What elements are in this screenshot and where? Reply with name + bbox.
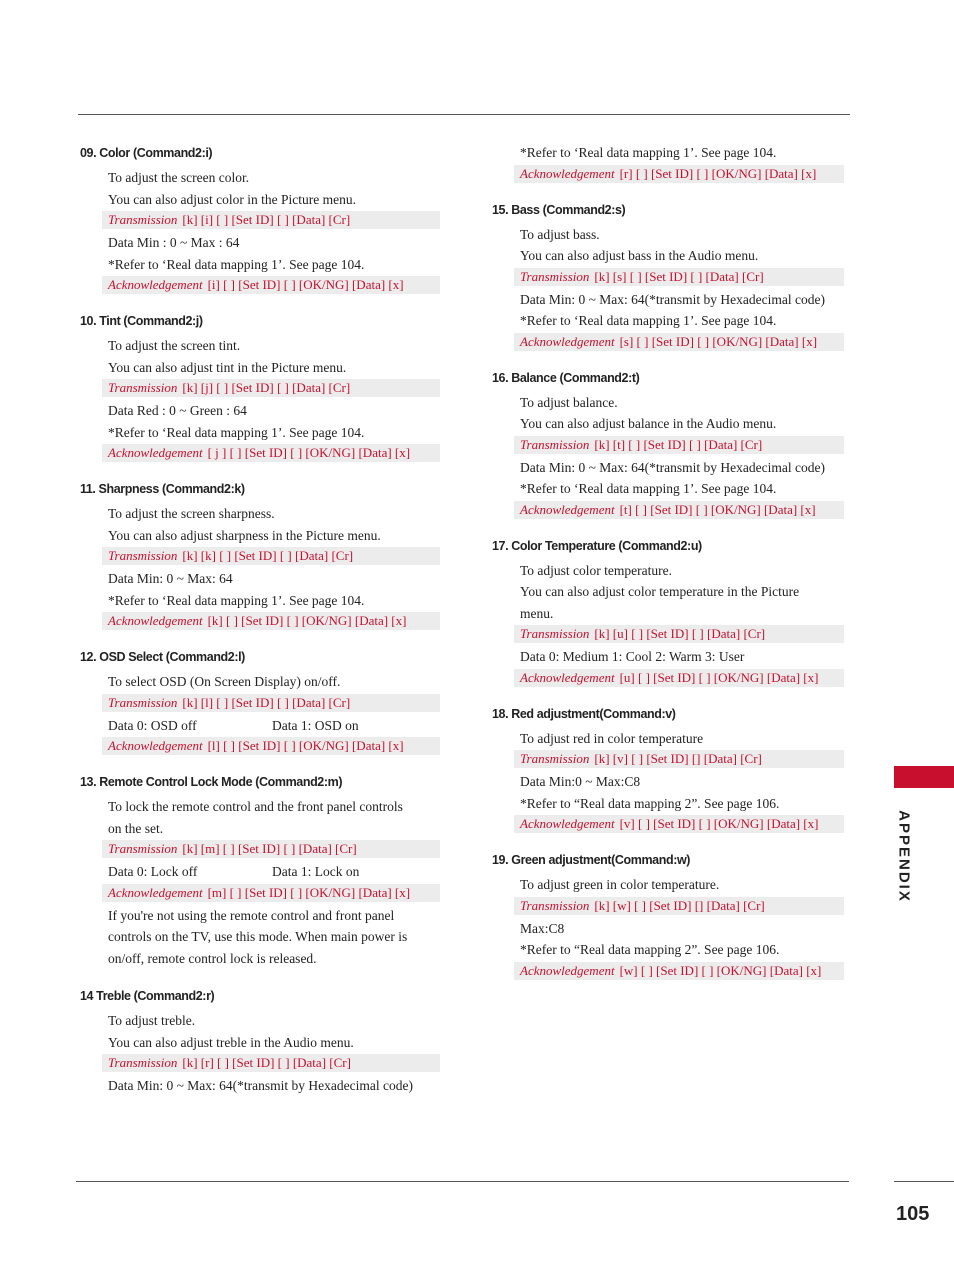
command-kind-label: Transmission xyxy=(108,212,178,227)
command-syntax: [s] [ ] [Set ID] [ ] [OK/NG] [Data] [x] xyxy=(619,333,818,349)
page-number-rule xyxy=(894,1181,954,1182)
section-heading: 09. Color (Command2:i) xyxy=(80,146,213,160)
command-syntax: [k] [l] [ ] [Set ID] [ ] [Data] [Cr] xyxy=(182,694,351,710)
command-kind-label: Transmission xyxy=(108,1055,178,1070)
body-text: To adjust the screen color. xyxy=(108,170,250,185)
command-syntax: [w] [ ] [Set ID] [ ] [OK/NG] [Data] [x] xyxy=(619,962,822,978)
command-kind-label: Transmission xyxy=(108,841,178,856)
command-syntax: [r] [ ] [Set ID] [ ] [OK/NG] [Data] [x] xyxy=(619,165,817,181)
section-heading: 17. Color Temperature (Command2:u) xyxy=(492,538,702,553)
section-heading: 11. Sharpness (Command2:k) xyxy=(80,482,245,496)
body-text: You can also adjust treble in the Audio menu. xyxy=(108,1034,354,1050)
data-values-row xyxy=(108,861,440,883)
body-text: on the set. xyxy=(108,820,164,836)
body-text: You can also adjust sharpness in the Picture menu. xyxy=(108,527,381,543)
acknowledgement-row xyxy=(514,962,844,980)
command-kind-label: Acknowledgement xyxy=(520,962,615,978)
command-kind-label: Transmission xyxy=(520,436,590,452)
top-rule xyxy=(78,114,850,115)
command-syntax: [k] [u] [ ] [Set ID] [ ] [Data] [Cr] xyxy=(594,626,766,641)
body-text: To adjust the screen sharpness. xyxy=(108,506,275,521)
appendix-side-label xyxy=(884,806,924,906)
acknowledgement-row xyxy=(514,669,844,687)
command-kind-label: Transmission xyxy=(520,897,590,913)
command-section xyxy=(492,539,844,687)
command-syntax: [v] [ ] [Set ID] [ ] [OK/NG] [Data] [x] xyxy=(619,816,819,831)
body-text: Data Min : 0 ~ Max : 64 xyxy=(108,235,240,250)
acknowledgement-row xyxy=(514,165,844,183)
command-syntax: [u] [ ] [Set ID] [ ] [OK/NG] [Data] [x] xyxy=(619,669,819,685)
body-text: You can also adjust balance in the Audio menu. xyxy=(520,416,777,431)
page-number: 105 xyxy=(896,1203,930,1225)
body-text: You can also adjust color temperature in the Picture xyxy=(520,584,800,599)
body-text: Data Red : 0 ~ Green : 64 xyxy=(108,403,247,418)
appendix-tab-marker xyxy=(894,766,954,788)
transmission-row xyxy=(102,211,440,229)
data-value-a: Data 0: Lock off xyxy=(108,864,198,879)
command-syntax: [k] [ ] [Set ID] [ ] [OK/NG] [Data] [x] xyxy=(207,613,407,628)
body-text: controls on the TV, use this mode. When main power is xyxy=(108,929,408,944)
command-syntax: [k] [w] [ ] [Set ID] [] [Data] [Cr] xyxy=(594,897,765,913)
transmission-row xyxy=(102,1054,440,1072)
command-kind-label: Acknowledgement xyxy=(520,669,615,685)
transmission-row xyxy=(514,625,844,643)
body-text: To adjust bass. xyxy=(520,226,600,242)
transmission-row xyxy=(102,840,440,858)
body-text: If you're not using the remote control and front panel xyxy=(108,907,395,923)
transmission-row xyxy=(102,379,440,397)
body-text: To select OSD (On Screen Display) on/off. xyxy=(108,674,341,689)
command-kind-label: Acknowledgement xyxy=(108,884,203,900)
data-value-b: Data 1: OSD on xyxy=(272,717,359,733)
command-section xyxy=(492,142,844,183)
body-text: Data Min: 0 ~ Max: 64(*transmit by Hexadecimal code) xyxy=(108,1078,413,1093)
transmission-row xyxy=(514,436,844,454)
acknowledgement-row xyxy=(102,737,440,755)
body-text: Max:C8 xyxy=(520,920,565,936)
command-kind-label: Acknowledgement xyxy=(108,445,203,460)
command-syntax: [k] [m] [ ] [Set ID] [ ] [Data] [Cr] xyxy=(182,841,357,856)
body-text: To lock the remote control and the front panel controls xyxy=(108,799,403,814)
command-syntax: [m] [ ] [Set ID] [ ] [OK/NG] [Data] [x] xyxy=(207,884,411,900)
body-text: *Refer to ‘Real data mapping 1’. See page 104. xyxy=(520,145,777,160)
transmission-row xyxy=(102,694,440,712)
appendix-label-text: APPENDIX xyxy=(895,810,913,903)
command-syntax: [k] [j] [ ] [Set ID] [ ] [Data] [Cr] xyxy=(182,380,351,395)
body-text: To adjust balance. xyxy=(520,394,618,410)
body-text: You can also adjust color in the Picture menu. xyxy=(108,191,356,207)
transmission-row xyxy=(514,750,844,768)
body-text: Data Min:0 ~ Max:C8 xyxy=(520,774,641,789)
body-text: To adjust treble. xyxy=(108,1013,196,1028)
acknowledgement-row xyxy=(102,884,440,902)
command-kind-label: Transmission xyxy=(108,694,178,710)
command-syntax: [k] [s] [ ] [Set ID] [ ] [Data] [Cr] xyxy=(594,268,764,284)
body-text: *Refer to ‘Real data mapping 1’. See page 104. xyxy=(520,313,777,328)
data-value-a: Data 0: OSD off xyxy=(108,717,197,733)
command-kind-label: Acknowledgement xyxy=(520,165,615,181)
command-syntax: [i] [ ] [Set ID] [ ] [OK/NG] [Data] [x] xyxy=(207,277,404,292)
acknowledgement-row xyxy=(514,815,844,833)
command-section xyxy=(80,146,440,294)
acknowledgement-row xyxy=(102,276,440,294)
command-section xyxy=(492,371,844,519)
body-text: Data Min: 0 ~ Max: 64(*transmit by Hexadecimal code) xyxy=(520,291,825,307)
body-text: on/off, remote control lock is released. xyxy=(108,950,317,966)
command-section xyxy=(492,707,844,834)
transmission-row xyxy=(514,897,844,915)
command-syntax: [k] [i] [ ] [Set ID] [ ] [Data] [Cr] xyxy=(182,212,351,227)
left-column xyxy=(80,142,440,1117)
command-section xyxy=(80,314,440,462)
command-syntax: [k] [k] [ ] [Set ID] [ ] [Data] [Cr] xyxy=(182,548,354,563)
command-section xyxy=(492,853,844,980)
acknowledgement-row xyxy=(514,333,844,351)
section-heading: 16. Balance (Command2:t) xyxy=(492,370,640,385)
command-section xyxy=(80,482,440,630)
body-text: You can also adjust tint in the Picture menu. xyxy=(108,359,347,375)
body-text: You can also adjust bass in the Audio menu. xyxy=(520,248,759,263)
command-kind-label: Acknowledgement xyxy=(108,613,203,628)
acknowledgement-row xyxy=(102,444,440,462)
data-values-row xyxy=(108,715,440,737)
command-kind-label: Acknowledgement xyxy=(520,816,615,831)
right-column xyxy=(492,142,844,1000)
transmission-row xyxy=(514,268,844,286)
section-heading: 13. Remote Control Lock Mode (Command2:m) xyxy=(80,775,343,789)
body-text: *Refer to ‘Real data mapping 1’. See page 104. xyxy=(108,256,365,272)
transmission-row xyxy=(102,547,440,565)
body-text: *Refer to ‘Real data mapping 1’. See page 104. xyxy=(108,592,365,608)
command-kind-label: Acknowledgement xyxy=(520,501,615,517)
body-text: To adjust red in color temperature xyxy=(520,730,704,746)
body-text: *Refer to “Real data mapping 2”. See page 106. xyxy=(520,795,780,811)
command-syntax: [k] [t] [ ] [Set ID] [ ] [Data] [Cr] xyxy=(594,436,763,452)
body-text: Data Min: 0 ~ Max: 64 xyxy=(108,571,233,586)
command-kind-label: Transmission xyxy=(520,268,590,284)
command-kind-label: Transmission xyxy=(108,548,178,563)
body-text: *Refer to “Real data mapping 2”. See page 106. xyxy=(520,942,780,957)
acknowledgement-row xyxy=(514,501,844,519)
acknowledgement-row xyxy=(102,612,440,630)
command-kind-label: Transmission xyxy=(108,380,178,395)
command-kind-label: Acknowledgement xyxy=(520,333,615,349)
command-kind-label: Transmission xyxy=(520,751,590,766)
section-heading: 14 Treble (Command2:r) xyxy=(80,989,215,1003)
command-syntax: [ j ] [ ] [Set ID] [ ] [OK/NG] [Data] [x] xyxy=(207,445,411,460)
body-text: To adjust color temperature. xyxy=(520,562,673,578)
section-heading: 18. Red adjustment(Command:v) xyxy=(492,706,676,721)
command-section xyxy=(80,775,440,969)
command-syntax: [k] [r] [ ] [Set ID] [ ] [Data] [Cr] xyxy=(182,1055,351,1070)
body-text: Data Min: 0 ~ Max: 64(*transmit by Hexadecimal code) xyxy=(520,459,825,475)
body-text: *Refer to ‘Real data mapping 1’. See page 104. xyxy=(520,481,777,496)
section-heading: 12. OSD Select (Command2:l) xyxy=(80,650,245,664)
section-heading: 15. Bass (Command2:s) xyxy=(492,202,626,217)
command-section xyxy=(492,203,844,351)
section-heading: 19. Green adjustment(Command:w) xyxy=(492,853,691,867)
body-text: To adjust green in color temperature. xyxy=(520,877,720,892)
command-section xyxy=(80,650,440,755)
body-text: menu. xyxy=(520,605,554,621)
command-section xyxy=(80,989,440,1097)
command-kind-label: Acknowledgement xyxy=(108,738,203,753)
data-value-b: Data 1: Lock on xyxy=(272,864,360,879)
body-text: *Refer to ‘Real data mapping 1’. See page 104. xyxy=(108,424,365,440)
body-text: Data 0: Medium 1: Cool 2: Warm 3: User xyxy=(520,649,745,664)
bottom-rule xyxy=(76,1181,849,1182)
body-text: To adjust the screen tint. xyxy=(108,338,241,353)
command-syntax: [t] [ ] [Set ID] [ ] [OK/NG] [Data] [x] xyxy=(619,501,816,517)
section-heading: 10. Tint (Command2:j) xyxy=(80,314,203,328)
command-syntax: [k] [v] [ ] [Set ID] [] [Data] [Cr] xyxy=(594,751,762,766)
command-kind-label: Transmission xyxy=(520,626,590,641)
command-syntax: [l] [ ] [Set ID] [ ] [OK/NG] [Data] [x] xyxy=(207,738,404,753)
command-kind-label: Acknowledgement xyxy=(108,277,203,292)
